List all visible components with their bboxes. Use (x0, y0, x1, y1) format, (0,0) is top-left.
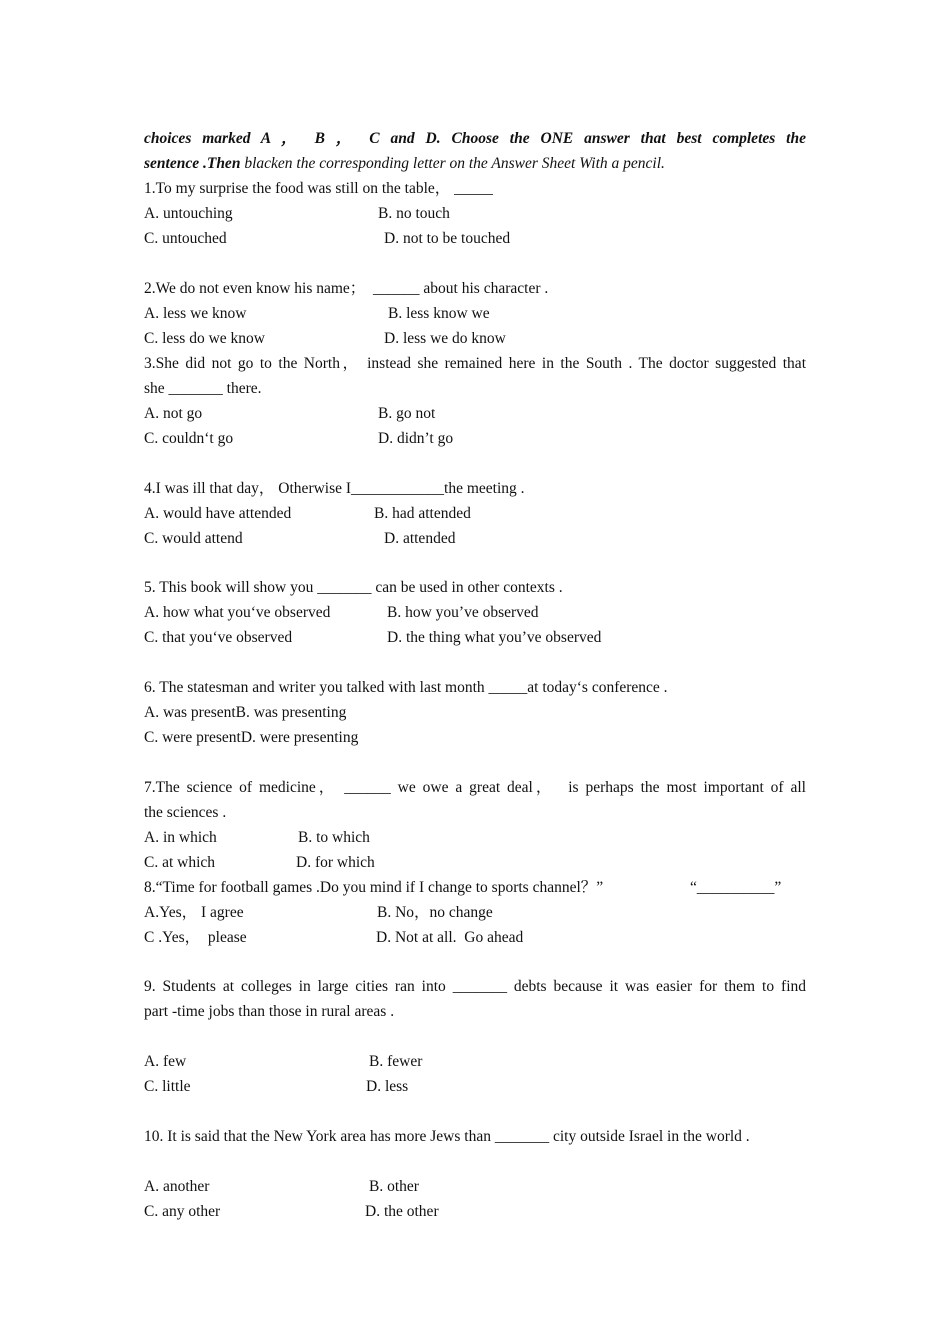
option-b: B. less know we (388, 305, 490, 322)
blank-line (144, 251, 806, 276)
option-d: D. not to be touched (384, 230, 511, 247)
question-6-options-ab: A. was presentB. was presenting (144, 704, 347, 721)
question-9-stem-line-2: part -time jobs than those in rural areas . (144, 1003, 395, 1020)
instructions-italic-text: blacken the corresponding letter on the Answer Sheet With a pencil. (240, 155, 665, 172)
option-b: B. had attended (374, 505, 471, 522)
option-b: B. fewer (369, 1053, 423, 1070)
question-9-options-cd (144, 1074, 806, 1099)
question-1-stem: 1.To my surprise the food was still on the table， _____ (144, 180, 493, 197)
option-c: C. that you‘ve observed (144, 629, 293, 646)
option-a: A. less we know (144, 305, 247, 322)
question-7-stem-line-2: the sciences . (144, 804, 227, 821)
question-4-stem: 4.I was ill that day， Otherwise I____________the meeting . (144, 480, 525, 497)
question-2-options-ab (144, 301, 806, 326)
document-body (144, 126, 806, 1224)
blank-line (144, 750, 806, 775)
blank-line (144, 650, 806, 675)
blank-line (144, 1149, 806, 1174)
option-a: A. untouching (144, 205, 233, 222)
option-d: D. Not at all. Go ahead (376, 929, 524, 946)
blank-line (144, 950, 806, 974)
question-10-options-ab (144, 1174, 806, 1199)
question-8-stem: 8.“Time for football games .Do you mind if I change to sports channel？” (144, 879, 604, 896)
question-4-options-cd (144, 526, 806, 551)
question-7-options-cd (144, 850, 806, 875)
option-d: D. attended (384, 530, 456, 547)
option-c: C. untouched (144, 230, 227, 247)
blank-line (144, 551, 806, 575)
option-d: D. for which (296, 854, 375, 871)
question-1-options-ab (144, 201, 806, 226)
option-d: D. the other (365, 1203, 439, 1220)
option-d: D. the thing what you’ve observed (387, 629, 602, 646)
option-b: B. no touch (378, 205, 450, 222)
option-d: D. less we do know (384, 330, 506, 347)
option-b: B. other (369, 1178, 419, 1195)
option-c: C. couldn‘t go (144, 430, 234, 447)
question-10-stem: 10. It is said that the New York area has more Jews than _______ city outside Israel in the world . (144, 1128, 750, 1145)
question-5-stem: 5. This book will show you _______ can be used in other contexts . (144, 579, 563, 596)
option-a: A. how what you‘ve observed (144, 604, 331, 621)
question-4-options-ab (144, 501, 806, 526)
question-8-reply-blank: “__________” (690, 879, 782, 896)
option-c: C. less do we know (144, 330, 265, 347)
instructions-bold-text: sentence .Then (144, 155, 241, 172)
question-5-options-ab (144, 600, 806, 625)
option-a: A. not go (144, 405, 203, 422)
question-3-stem-line-1: 3.She did not go to the North， instead she remained here in the South . The doctor suggested that (144, 355, 806, 372)
option-a: A. another (144, 1178, 210, 1195)
option-d: D. didn’t go (378, 430, 454, 447)
option-a: A. in which (144, 829, 217, 846)
question-1-options-cd (144, 226, 806, 251)
question-2-stem: 2.We do not even know his name； ______ about his character . (144, 280, 549, 297)
question-2-options-cd (144, 326, 806, 351)
option-a: A.Yes， I agree (144, 904, 244, 921)
option-b: B. how you’ve observed (387, 604, 539, 621)
blank-line (144, 1024, 806, 1049)
question-6-stem: 6. The statesman and writer you talked with last month _____at today‘s conference . (144, 679, 668, 696)
option-c: C. little (144, 1078, 191, 1095)
option-c: C. at which (144, 854, 216, 871)
question-8-options-ab (144, 900, 806, 925)
option-c: C. any other (144, 1203, 221, 1220)
option-b: B. to which (298, 829, 370, 846)
option-a: A. few (144, 1053, 187, 1070)
question-3-options-ab (144, 401, 806, 426)
question-8-stem-line (144, 875, 806, 900)
option-c: C .Yes， please (144, 929, 247, 946)
question-3-options-cd (144, 426, 806, 451)
blank-line (144, 1099, 806, 1124)
option-c: C. would attend (144, 530, 243, 547)
question-9-options-ab (144, 1049, 806, 1074)
instructions-line-1: choices marked A ， B ， C and D. Choose the ONE answer that best completes the (144, 130, 806, 147)
blank-line (144, 451, 806, 476)
question-7-options-ab (144, 825, 806, 850)
option-b: B. No，no change (377, 904, 493, 921)
question-5-options-cd (144, 625, 806, 650)
question-8-options-cd (144, 925, 806, 950)
question-7-stem-line-1: 7.The science of medicine， ______ we owe a great deal， is perhaps the most important of all (144, 779, 806, 796)
option-b: B. go not (378, 405, 436, 422)
option-d: D. less (366, 1078, 409, 1095)
question-3-stem-line-2: she _______ there. (144, 380, 262, 397)
question-9-stem-line-1: 9. Students at colleges in large cities ran into _______ debts because it was easier for them to find (144, 978, 806, 995)
question-6-options-cd: C. were presentD. were presenting (144, 729, 359, 746)
question-10-options-cd (144, 1199, 806, 1224)
instructions-line-2 (144, 151, 806, 176)
option-a: A. would have attended (144, 505, 292, 522)
